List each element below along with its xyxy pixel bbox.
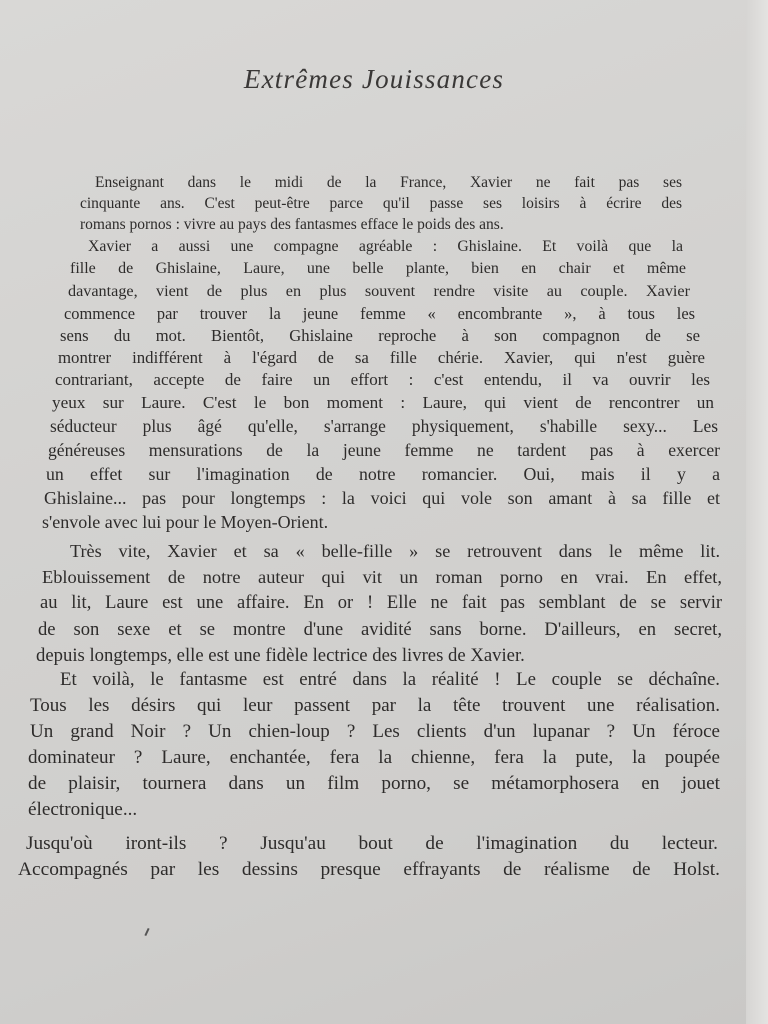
text-line: yeux sur Laure. C'est le bon moment : Laure, qui vient de rencontrer un xyxy=(52,393,714,412)
text-line: Eblouissement de notre auteur qui vit un roman porno en vrai. En effet, xyxy=(42,567,722,587)
text-line: au lit, Laure est une affaire. En or ! Elle ne fait pas semblant de se servir xyxy=(40,593,722,613)
text-line: Et voilà, le fantasme est entré dans la réalité ! Le couple se déchaîne. xyxy=(60,669,720,690)
text-line: dominateur ? Laure, enchantée, fera la chienne, fera la pute, la poupée xyxy=(28,747,720,768)
text-line: Enseignant dans le midi de la France, Xavier ne fait pas ses xyxy=(95,174,682,191)
book-title: Extrêmes Jouissances xyxy=(243,64,505,94)
text-line: de son sexe et se montre d'une avidité sans borne. D'ailleurs, en secret, xyxy=(38,619,722,640)
text-line: généreuses mensurations de la jeune femme ne tardent pas à exercer xyxy=(48,440,720,460)
text-line: de plaisir, tournera dans un film porno, se métamorphosera en jouet xyxy=(28,773,720,794)
text-line: montrer indifférent à l'égard de sa fille chérie. Xavier, qui n'est guère xyxy=(58,348,705,367)
ink-mark xyxy=(144,928,149,936)
text-line: commence par trouver la jeune femme « encombrante », à tous les xyxy=(64,304,695,323)
text-line: fille de Ghislaine, Laure, une belle plante, bien en chair et même xyxy=(70,260,686,277)
text-line: sens du mot. Bientôt, Ghislaine reproche à son compagnon de se xyxy=(60,326,700,345)
text-line: Xavier a aussi une compagne agréable : Ghislaine. Et voilà que la xyxy=(88,238,683,255)
text-line: s'envole avec lui pour le Moyen-Orient. xyxy=(42,512,329,532)
text-line: Un grand Noir ? Un chien-loup ? Les clients d'un lupanar ? Un féroce xyxy=(30,721,720,742)
text-line: cinquante ans. C'est peut-être parce qu'il passe ses loisirs à écrire des xyxy=(80,195,682,212)
text-line: contrariant, accepte de faire un effort : c'est entendu, il va ouvrir les xyxy=(55,370,710,389)
text-line: séducteur plus âgé qu'elle, s'arrange physiquement, s'habille sexy... Les xyxy=(50,416,718,436)
text-line: romans pornos : vivre au pays des fantasmes efface le poids des ans. xyxy=(80,216,504,233)
text-line: Tous les désirs qui leur passent par la tête trouvent une réalisation. xyxy=(30,695,720,716)
text-line: Jusqu'où iront-ils ? Jusqu'au bout de l'imagination du lecteur. xyxy=(26,833,718,854)
text-line: Très vite, Xavier et sa « belle-fille » se retrouvent dans le même lit. xyxy=(70,541,720,561)
text-line: depuis longtemps, elle est une fidèle lectrice des livres de Xavier. xyxy=(36,645,525,666)
text-line: Ghislaine... pas pour longtemps : la voici qui vole son amant à sa fille et xyxy=(44,488,720,508)
text-line: Accompagnés par les dessins presque effrayants de réalisme de Holst. xyxy=(18,859,720,880)
text-line: électronique... xyxy=(28,799,138,820)
text-line: davantage, vient de plus en plus souvent rendre visite au couple. Xavier xyxy=(68,282,690,300)
page-edge xyxy=(746,0,768,1024)
text-line: un effet sur l'imagination de notre romancier. Oui, mais il y a xyxy=(46,464,720,484)
